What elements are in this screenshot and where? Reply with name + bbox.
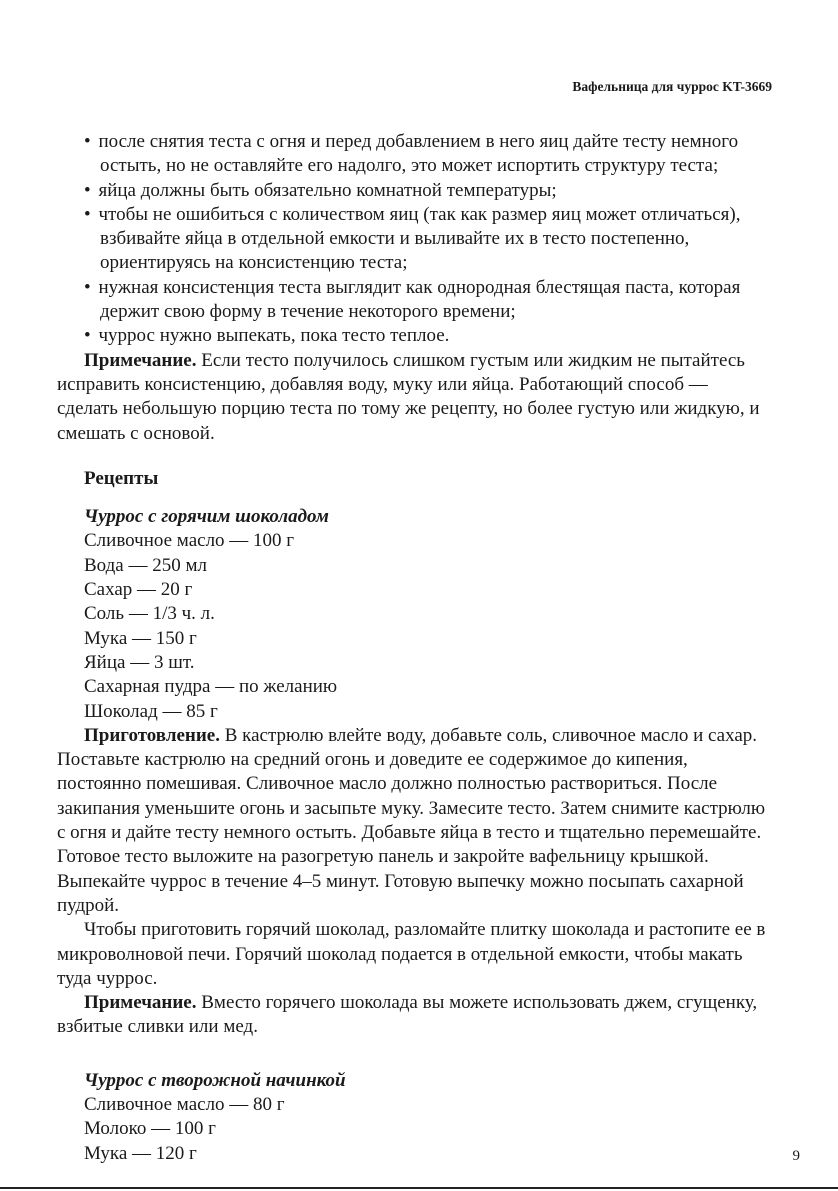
tips-list: [57, 130, 769, 349]
ingredient-item: Мука — 150 г: [84, 627, 197, 649]
bullet-icon: •: [84, 276, 91, 298]
preparation-label: Приготовление.: [84, 724, 220, 746]
ingredient-item: Сахарная пудра — по желанию: [84, 676, 338, 698]
ingredient-item: Соль — 1/3 ч. л.: [84, 603, 215, 625]
list-item: • после снятия теста с огня и перед добавлением в него яиц дайте тесту немного остыть, но не оставляйте его надолго, это может испортить структуру теста;: [84, 131, 739, 177]
list-item: • яйца должны быть обязательно комнатной температуры;: [57, 179, 769, 203]
ingredient-item: Сливочное масло — 80 г: [84, 1093, 285, 1115]
recipe-title-curd: Чуррос с творожной начинкой: [84, 1069, 346, 1091]
note-text: Если тесто получилось слишком густым или жидким не пытайтесь исправить консистенцию, добавляя воду, муку или яйца. Работающий способ — сделать небольшую порцию теста по тому же рецепту, но более густую или жидкую, и смешать с основой.: [57, 349, 760, 444]
ingredient-item: Яйца — 3 шт.: [84, 651, 195, 673]
ingredient-item: Молоко — 100 г: [84, 1118, 216, 1140]
ingredient-item: Сахар — 20 г: [84, 579, 193, 601]
note-paragraph: [57, 349, 769, 446]
note-text: Вместо горячего шоколада вы можете использовать джем, сгущенку, взбитые сливки или мед.: [57, 992, 758, 1038]
ingredient-item: Шоколад — 85 г: [84, 700, 218, 722]
recipe-title-chocolate: Чуррос с горячим шоколадом: [84, 506, 329, 528]
bottom-divider: [0, 1187, 838, 1189]
preparation-paragraph: [57, 724, 769, 918]
recipes-heading: Рецепты: [84, 467, 159, 489]
list-item: • нужная консистенция теста выглядит как однородная блестящая паста, которая держит свою форму в течение некоторого времени;: [84, 276, 741, 323]
ingredients-list-chocolate: [57, 529, 769, 723]
bullet-icon: •: [84, 203, 91, 225]
note-label: Примечание.: [84, 349, 197, 371]
page-number: 9: [792, 1148, 800, 1164]
bullet-icon: •: [84, 325, 91, 347]
list-item: • чтобы не ошибиться с количеством яиц (так как размер яиц может отличаться), взбивайте яйца в отдельной емкости и выливайте их в тесто постепенно, ориентируясь на консистенцию теста;: [84, 203, 741, 274]
bullet-icon: •: [84, 131, 91, 152]
ingredients-list-curd: [57, 1093, 769, 1166]
preparation-text: В кастрюлю влейте воду, добавьте соль, сливочное масло и сахар. Поставьте кастрюлю на средний огонь и доведите ее содержимое до кипения, постоянно помешивая. Сливочное масло должно полностью раствориться. После закипания уменьшите огонь и засыпьте муку. Замесите тесто. Затем снимите кастрюлю с огня и дайте тесту немного остыть. Добавьте яйца в тесто и тщательно перемешайте. Готовое тесто выложите на разогретую панель и закройте вафельницу крышкой. Выпекайте чуррос в течение 4–5 минут. Готовую выпечку можно посыпать сахарной пудрой.: [57, 724, 766, 916]
chocolate-paragraph: Чтобы приготовить горячий шоколад, разломайте плитку шоколада и растопите ее в микроволновой печи. Горячий шоколад подается в отдельной емкости, чтобы макать туда чуррос.: [57, 919, 766, 989]
bullet-icon: •: [84, 179, 91, 201]
ingredient-item: Сливочное масло — 100 г: [84, 530, 295, 552]
recipe-note-paragraph: [57, 991, 769, 1040]
running-header: Вафельница для чуррос KT-3669: [572, 79, 772, 94]
note-label: Примечание.: [84, 992, 197, 1014]
list-item: • чуррос нужно выпекать, пока тесто теплое.: [57, 324, 769, 348]
ingredient-item: Мука — 120 г: [84, 1142, 197, 1164]
ingredient-item: Вода — 250 мл: [84, 554, 207, 576]
page-content: [57, 130, 769, 1166]
